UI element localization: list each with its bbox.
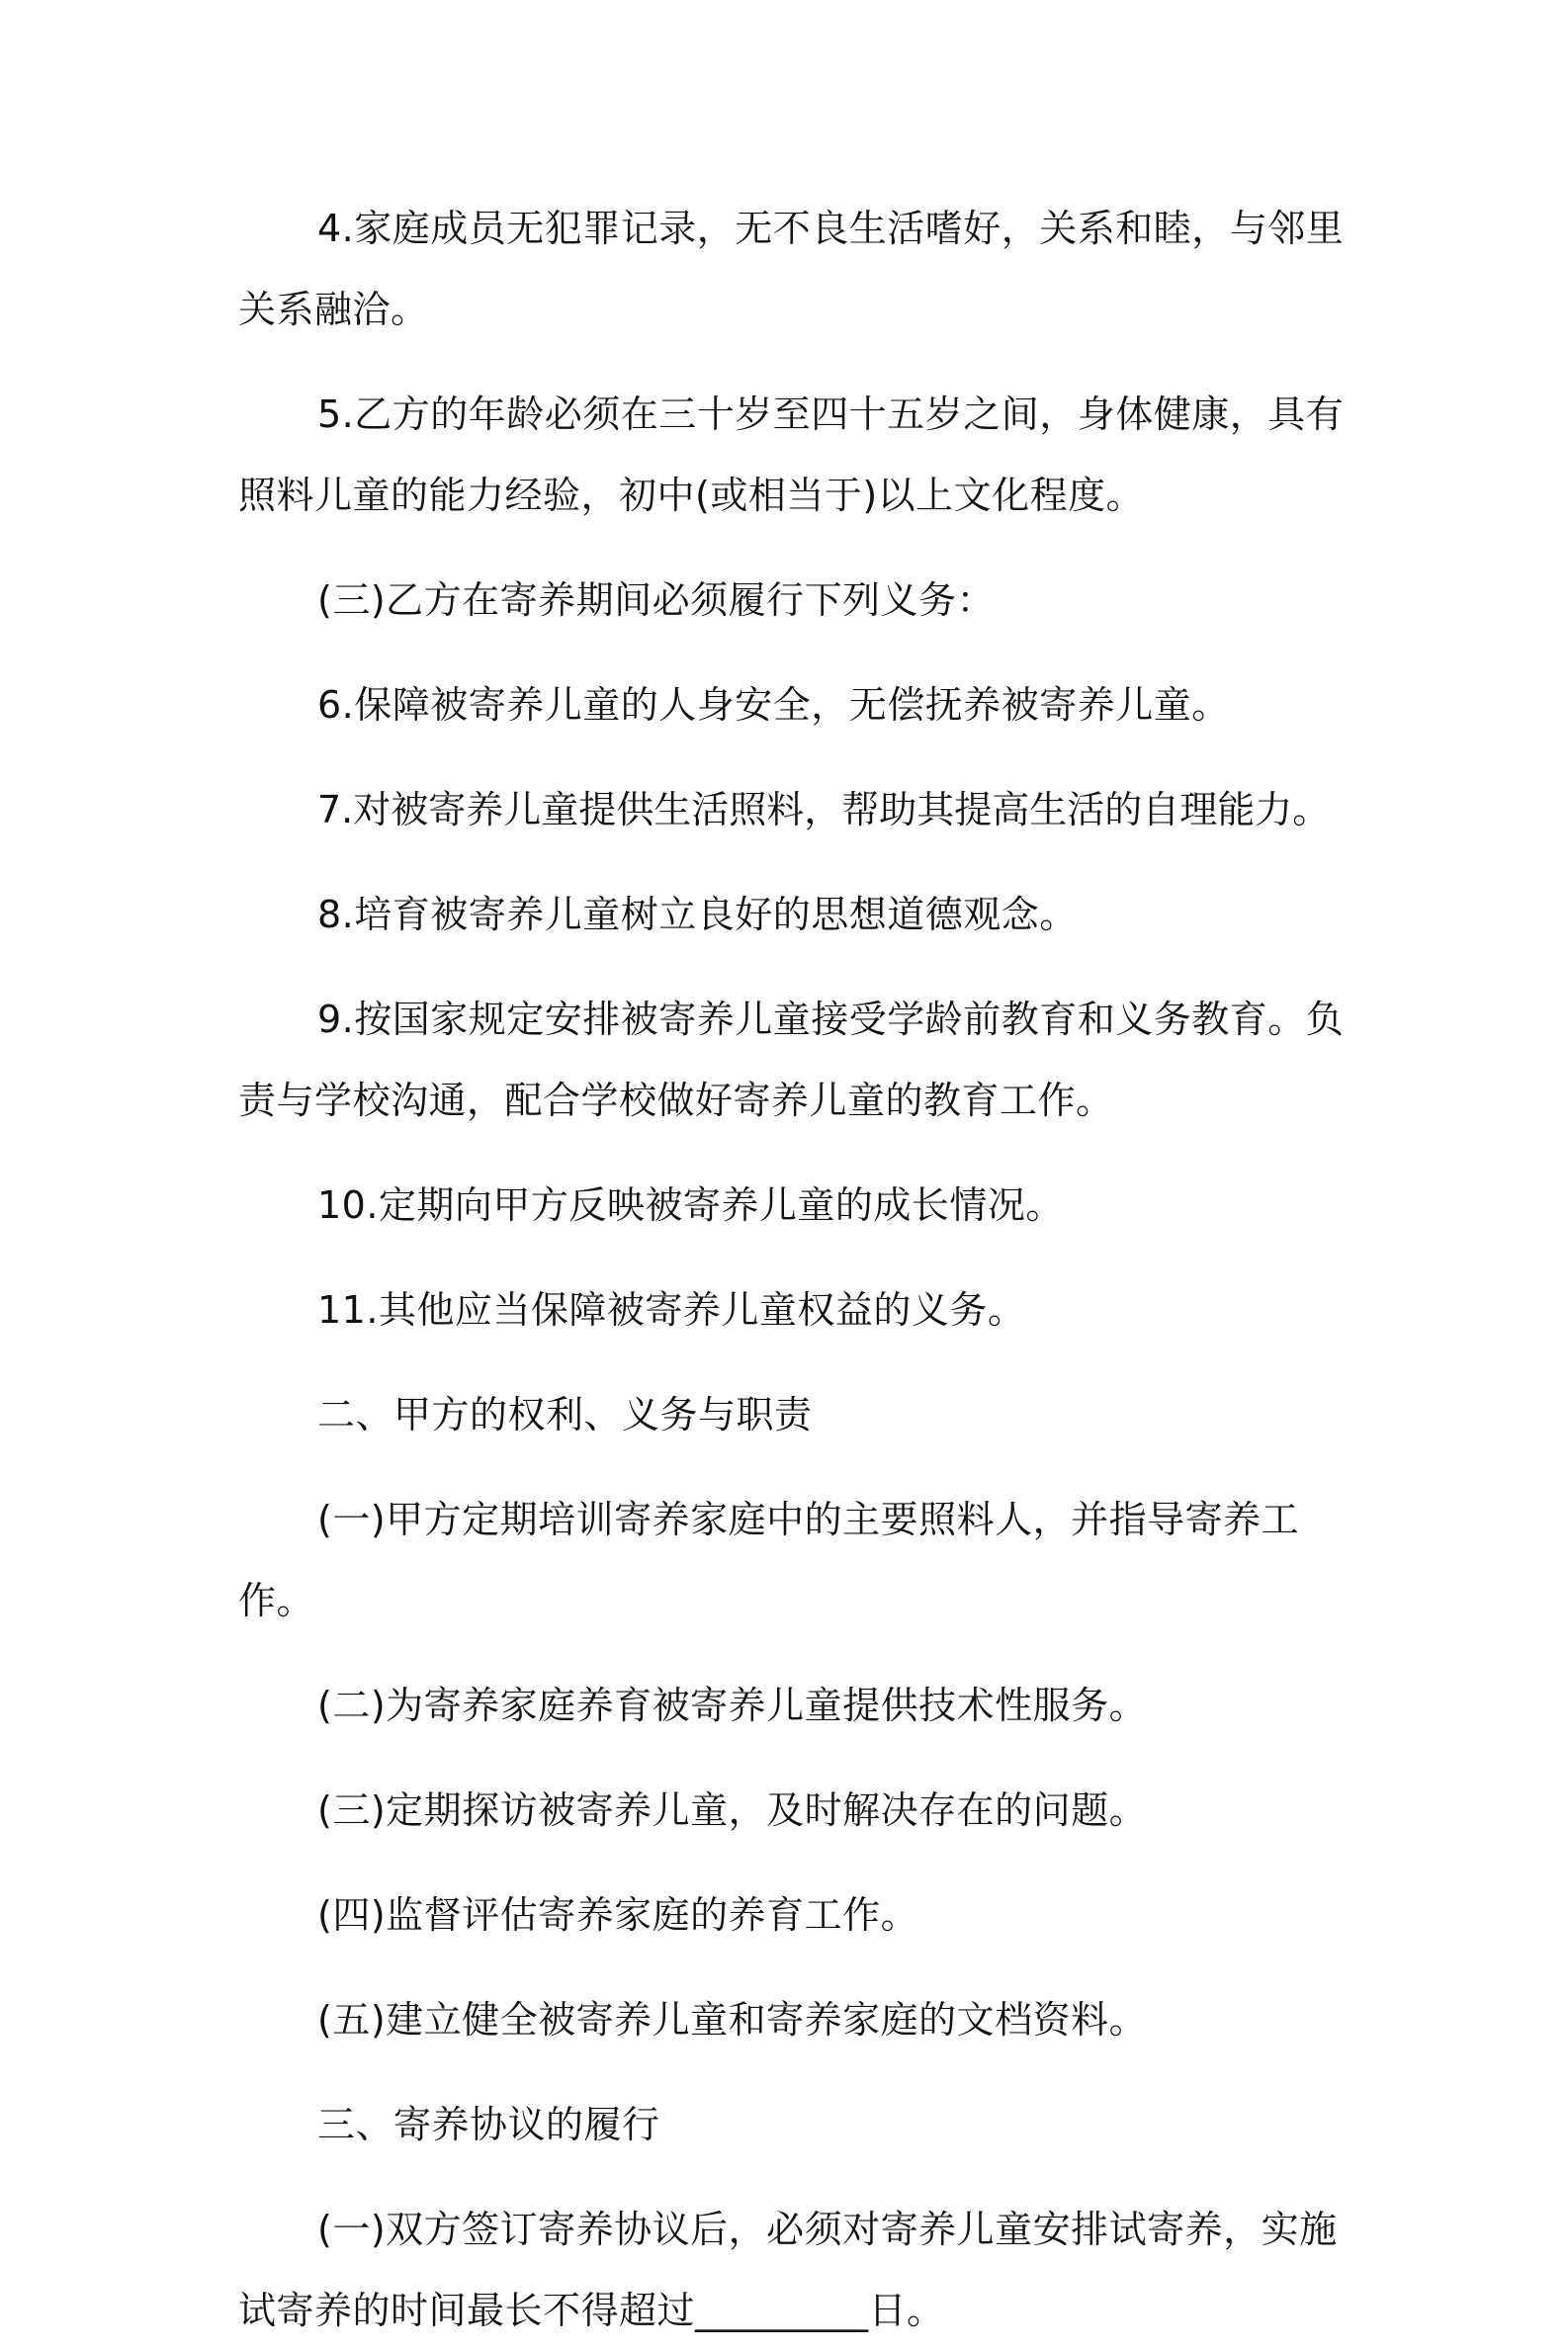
section-heading-agreement-performance: 三、寄养协议的履行 xyxy=(317,2103,660,2146)
paragraph-item-4: 4.家庭成员无犯罪记录，无不良生活嗜好，关系和睦，与邻里关系融洽。 xyxy=(238,207,1345,331)
document-body xyxy=(238,188,1346,2351)
paragraph-item-5: 5.乙方的年龄必须在三十岁至四十五岁之间，身体健康，具有照料儿童的能力经验，初中(或相当于)以上文化程度。 xyxy=(238,392,1345,517)
paragraph-party-a-5: (五)建立健全被寄养儿童和寄养家庭的文档资料。 xyxy=(317,1998,1148,2042)
paragraph-party-a-1: (一)甲方定期培训寄养家庭中的主要照料人，并指导寄养工作。 xyxy=(238,1498,1300,1622)
section-heading-party-a: 二、甲方的权利、义务与职责 xyxy=(317,1393,813,1437)
paragraph-party-a-3: (三)定期探访被寄养儿童，及时解决存在的问题。 xyxy=(317,1788,1148,1832)
paragraph-item-11: 11.其他应当保障被寄养儿童权益的义务。 xyxy=(317,1288,1026,1332)
paragraph-item-9: 9.按国家规定安排被寄养儿童接受学龄前教育和义务教育。负责与学校沟通，配合学校做好寄养儿童的教育工作。 xyxy=(238,998,1345,1122)
paragraph-party-a-4: (四)监督评估寄养家庭的养育工作。 xyxy=(317,1893,919,1937)
section-heading-party-b-duties: (三)乙方在寄养期间必须履行下列义务： xyxy=(317,578,996,622)
paragraph-party-a-2: (二)为寄养家庭养育被寄养儿童提供技术性服务。 xyxy=(317,1684,1148,1727)
paragraph-item-6: 6.保障被寄养儿童的人身安全，无偿抚养被寄养儿童。 xyxy=(317,683,1230,727)
paragraph-item-8: 8.培育被寄养儿童树立良好的思想道德观念。 xyxy=(317,893,1078,936)
paragraph-trial-foster: (一)双方签订寄养协议后，必须对寄养儿童安排试寄养，实施试寄养的时间最长不得超过_________日。 xyxy=(238,2208,1338,2332)
paragraph-item-7: 7.对被寄养儿童提供生活照料，帮助其提高生活的自理能力。 xyxy=(317,788,1331,831)
paragraph-item-10: 10.定期向甲方反映被寄养儿童的成长情况。 xyxy=(317,1183,1064,1227)
